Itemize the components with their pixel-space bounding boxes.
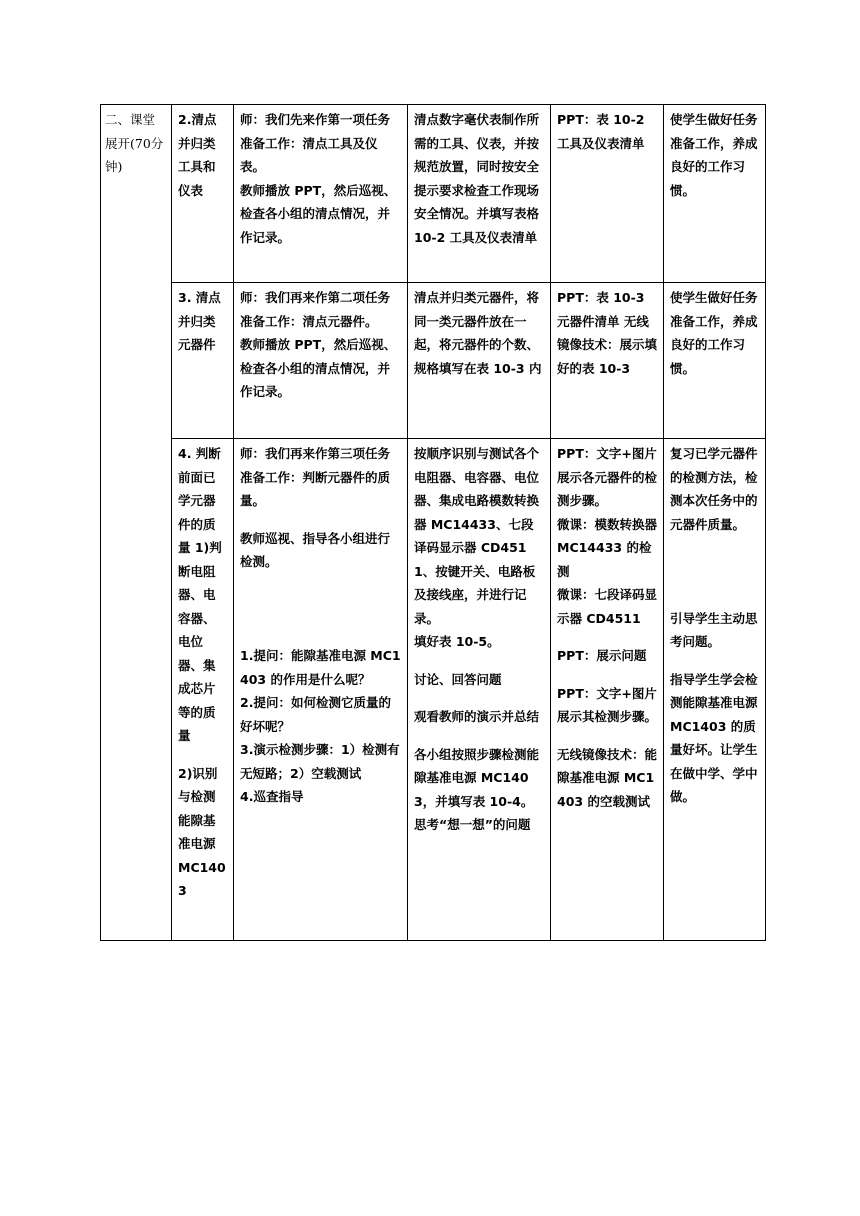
media-cell — [551, 439, 664, 941]
teacher-cell — [234, 283, 408, 439]
teacher-text: 3.演示检测步骤：1）检测有无短路；2）空载测试 — [240, 742, 400, 781]
lesson-plan-table — [100, 104, 766, 941]
task-cell — [172, 105, 234, 283]
media-text: PPT：文字+图片展示各元器件的检测步骤。 — [557, 446, 658, 508]
teacher-text: 教师播放 PPT，然后巡视、检查各小组的清点情况，并作记录。 — [240, 182, 397, 245]
teacher-text: 师：我们再来作第二项任务准备工作：清点元器件。 — [240, 290, 391, 329]
purpose-text: 指导学生学会检测能隙基准电源 MC1403 的质量好坏。让学生在做中学、学中做。 — [670, 671, 758, 804]
purpose-cell — [664, 439, 766, 941]
purpose-text: 使学生做好任务准备工作，养成良好的工作习惯。 — [670, 290, 758, 376]
purpose-text: 引导学生主动思考问题。 — [670, 610, 758, 649]
purpose-text: 复习已学元器件的检测方法，检测本次任务中的元器件质量。 — [670, 446, 758, 532]
stage-cell — [101, 105, 172, 941]
student-text: 按顺序识别与测试各个电阻器、电容器、电位器、集成电路模数转换器 MC14433、七段译码显示器 CD4511、按键开关、电路板及接线座，并进行记录。 — [414, 446, 540, 626]
table-row — [101, 105, 766, 283]
student-text: 清点数字毫伏表制作所需的工具、仪表，并按规范放置，同时按安全提示要求检查工作现场安全情况。并填写表格 10-2 工具及仪表清单 — [414, 112, 540, 245]
student-text: 清点并归类元器件，将同一类元器件放在一起，将元器件的个数、规格填写在表 10-3 内 — [414, 290, 542, 376]
media-cell — [551, 105, 664, 283]
media-text: 微课：七段译码显示器 CD4511 — [557, 587, 658, 626]
media-text: PPT：展示问题 — [557, 648, 647, 663]
task-text: 3. 清点并归类元器件 — [178, 290, 221, 352]
table-row — [101, 283, 766, 439]
teacher-text: 2.提问：如何检测它质量的好坏呢？ — [240, 695, 391, 734]
purpose-text: 使学生做好任务准备工作，养成良好的工作习惯。 — [670, 112, 758, 198]
task-text: 4. 判断前面已学元器件的质量 1)判断电阻器、电容器、电位器、集成芯片等的质量 — [178, 446, 222, 743]
media-text: PPT：表 10-2 工具及仪表清单 — [557, 112, 645, 151]
teacher-text: 1.提问：能隙基准电源 MC1403 的作用是什么呢？ — [240, 648, 401, 687]
teacher-cell — [234, 105, 408, 283]
task-text: 2)识别与检测能隙基准电源MC1403 — [178, 765, 226, 898]
student-text: 思考“想一想”的问题 — [414, 817, 531, 832]
student-text: 各小组按照步骤检测能隙基准电源 MC1403，并填写表 10-4。 — [414, 746, 540, 809]
teacher-cell — [234, 439, 408, 941]
media-cell — [551, 283, 664, 439]
purpose-cell — [664, 283, 766, 439]
table-row — [101, 439, 766, 941]
stage-label: 二、课堂展开(70分钟) — [105, 112, 164, 174]
teacher-text: 教师巡视、指导各小组进行检测。 — [240, 530, 391, 569]
teacher-text: 师：我们先来作第一项任务准备工作：清点工具及仪表。 — [240, 112, 391, 174]
teacher-text: 教师播放 PPT，然后巡视、检查各小组的清点情况，并作记录。 — [240, 337, 397, 399]
task-cell — [172, 439, 234, 941]
task-text: 2.清点并归类工具和仪表 — [178, 112, 217, 198]
media-text: PPT：文字+图片展示其检测步骤。 — [557, 685, 658, 724]
teacher-text: 师：我们再来作第三项任务准备工作：判断元器件的质量。 — [240, 446, 391, 508]
student-text: 观看教师的演示并总结 — [414, 709, 540, 724]
student-cell — [408, 105, 551, 283]
student-cell — [408, 283, 551, 439]
media-text: 微课：模数转换器 MC14433 的检测 — [557, 516, 658, 579]
media-text: PPT：表 10-3 元器件清单 无线镜像技术：展示填好的表 10-3 — [557, 290, 658, 376]
student-cell — [408, 439, 551, 941]
task-cell — [172, 283, 234, 439]
purpose-cell — [664, 105, 766, 283]
student-text: 讨论、回答问题 — [414, 671, 502, 687]
student-text: 填好表 10-5。 — [414, 634, 500, 649]
teacher-text: 4.巡查指导 — [240, 789, 304, 804]
media-text: 无线镜像技术：能隙基准电源 MC1403 的空载测试 — [557, 746, 658, 809]
